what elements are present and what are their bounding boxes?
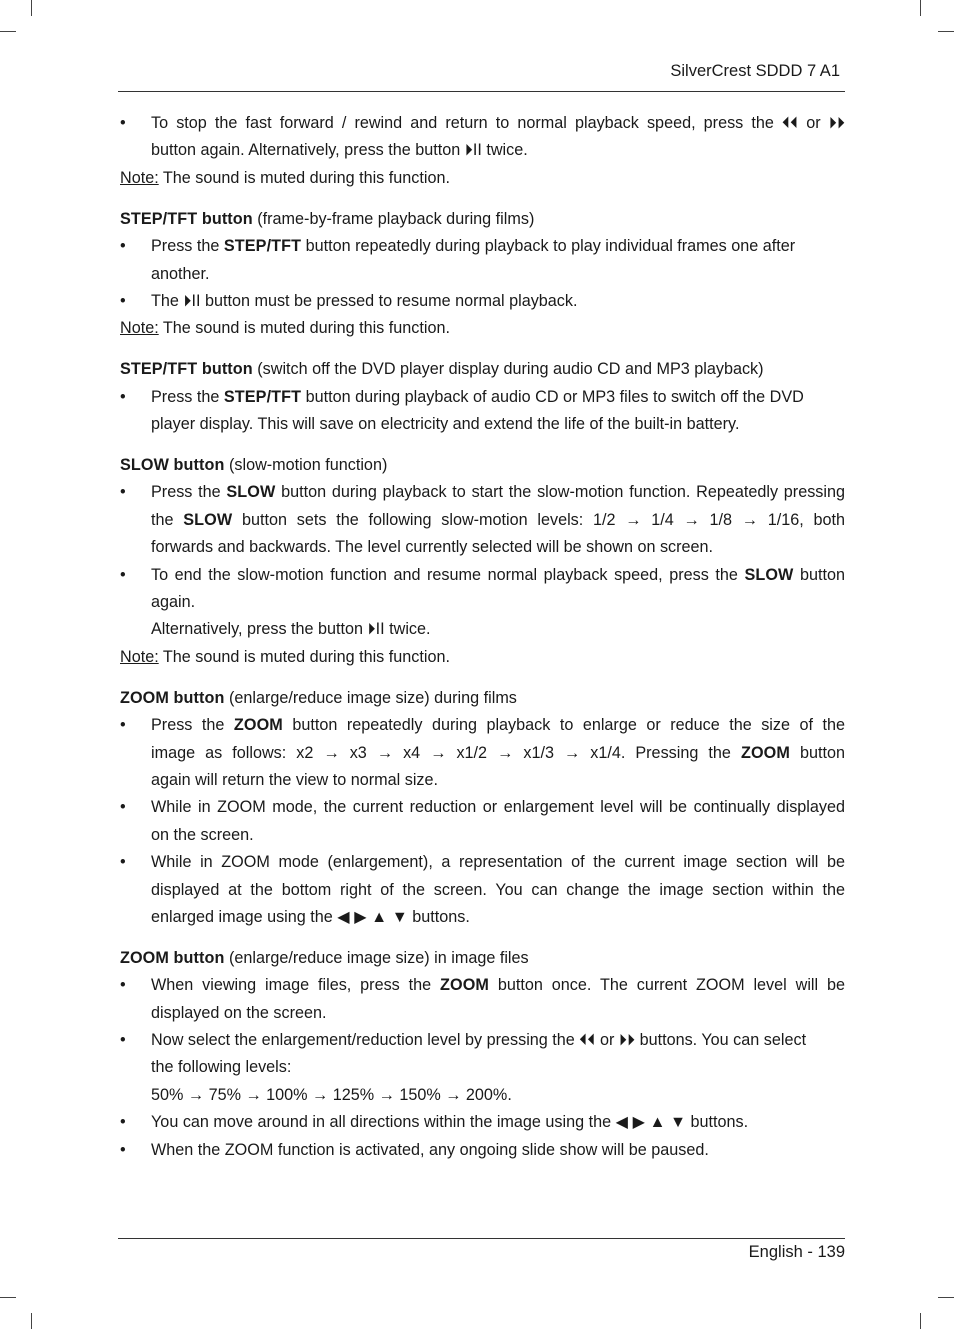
list-item: • Press the STEP/TFT button during playback of audio CD or MP3 files to switch off the DVD: [120, 384, 845, 411]
crop-mark: [938, 1297, 954, 1298]
note: Note: The sound is muted during this function.: [120, 647, 450, 666]
note: Note: The sound is muted during this function.: [120, 168, 450, 187]
list-item-continuation: the following levels:: [151, 1058, 292, 1077]
page-footer: English - 139: [748, 1243, 845, 1261]
list-item: • Press the SLOW button during playback to start the slow-motion function. Repeatedly pressing: [120, 479, 845, 506]
note-label: Note:: [120, 319, 159, 338]
list-item: • You can move around in all directions within the image using the ◀ ▶ ▲ ▼ buttons.: [120, 1109, 845, 1136]
crop-mark: [31, 0, 32, 16]
crop-mark: [31, 1313, 32, 1329]
list-item-continuation: again will return the view to normal size.: [151, 770, 439, 789]
list-item: • When viewing image files, press the ZOOM button once. The current ZOOM level will be: [120, 972, 845, 999]
list-item-continuation: 50% → 75% → 100% → 125% → 150% → 200%.: [151, 1085, 512, 1104]
section-heading: STEP/TFT button (frame-by-frame playback during films): [120, 209, 535, 228]
list-item: • To stop the fast forward / rewind and return to normal playback speed, press the ⏴⏴ or ⏵⏵: [120, 110, 845, 137]
list-item: • To end the slow-motion function and resume normal playback speed, press the SLOW button: [120, 562, 845, 589]
section-heading: ZOOM button (enlarge/reduce image size) in image files: [120, 948, 529, 967]
note-label: Note:: [120, 168, 159, 187]
section-heading: SLOW button (slow-motion function): [120, 456, 388, 475]
header-rule: [118, 91, 845, 92]
list-item-continuation: again.: [151, 593, 196, 612]
footer-rule: [118, 1238, 845, 1239]
list-item: • While in ZOOM mode (enlargement), a representation of the current image section will be: [120, 849, 845, 876]
crop-mark: [0, 31, 16, 32]
note: Note: The sound is muted during this function.: [120, 319, 450, 338]
page-body: [120, 110, 845, 1164]
section-heading: STEP/TFT button (switch off the DVD player display during audio CD and MP3 playback): [120, 360, 764, 379]
list-item: • Press the ZOOM button repeatedly during playback to enlarge or reduce the size of the: [120, 712, 845, 739]
footer-language: English: [748, 1243, 803, 1261]
list-item-continuation: on the screen.: [151, 825, 254, 844]
list-item-continuation: the SLOW button sets the following slow-motion levels: 1/2 → 1/4 → 1/8 → 1/16, both: [151, 510, 845, 529]
list-item: • Now select the enlargement/reduction level by pressing the ⏴⏴ or ⏵⏵ buttons. You can select: [120, 1027, 845, 1054]
list-item-continuation: displayed at the bottom right of the screen. You can change the image section within the: [151, 880, 845, 899]
list-item: • The ⏵II button must be pressed to resume normal playback.: [120, 288, 845, 315]
list-item-continuation: Alternatively, press the button ⏵II twice.: [151, 620, 431, 639]
list-item-continuation: displayed on the screen.: [151, 1003, 327, 1022]
list-item-continuation: player display. This will save on electricity and extend the life of the built-in battery.: [151, 415, 740, 434]
list-item-continuation: forwards and backwards. The level currently selected will be shown on screen.: [151, 538, 714, 557]
page-number: 139: [817, 1243, 845, 1261]
section-heading: ZOOM button (enlarge/reduce image size) during films: [120, 688, 517, 707]
crop-mark: [920, 0, 921, 16]
crop-mark: [938, 31, 954, 32]
crop-mark: [0, 1297, 16, 1298]
list-item-continuation: button again. Alternatively, press the button ⏵II twice.: [151, 141, 528, 160]
note-label: Note:: [120, 647, 159, 666]
header-title: SilverCrest SDDD 7 A1: [670, 62, 840, 80]
list-item-continuation: enlarged image using the ◀ ▶ ▲ ▼ buttons.: [151, 907, 470, 926]
list-item: • When the ZOOM function is activated, any ongoing slide show will be paused.: [120, 1137, 845, 1164]
list-item: • Press the STEP/TFT button repeatedly during playback to play individual frames one after: [120, 233, 845, 260]
crop-mark: [920, 1313, 921, 1329]
list-item-continuation: another.: [151, 264, 210, 283]
list-item-continuation: image as follows: x2 → x3 → x4 → x1/2 → x1/3 → x1/4. Pressing the ZOOM button: [151, 743, 845, 762]
list-item: • While in ZOOM mode, the current reduction or enlargement level will be continually displayed: [120, 794, 845, 821]
